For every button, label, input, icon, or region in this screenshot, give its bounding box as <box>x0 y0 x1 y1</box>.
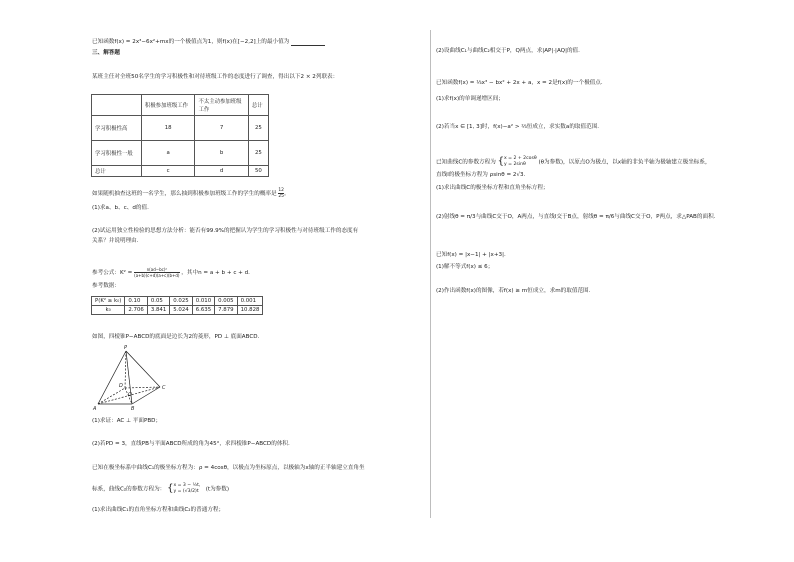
table-cell: a <box>141 141 195 166</box>
curve-intro: 已知曲线C的参数方程为 { x = 2 + 2cosθ y = 2sinθ (θ为参数)，以原点O为极点，以x轴的非负半轴为极轴建立极坐标系， <box>436 156 711 167</box>
function-question-2: (2)若当x ∈ [1, 3]时，f(x)−a² > ⅔恒成立，求实数a的取值范围. <box>436 124 600 130</box>
table-cell: 0.025 <box>170 297 192 306</box>
vertex-label: A <box>93 406 97 412</box>
table-cell: 18 <box>141 116 195 141</box>
table-row <box>92 141 269 166</box>
column-divider <box>430 30 431 518</box>
reference-data-label: 参考数据： <box>92 283 120 289</box>
table-cell: 0.001 <box>237 297 263 306</box>
survey-intro: 某班主任对全班50名学生的学习积极性和对待班级工作的态度进行了调查，得出以下2 × 2列联表： <box>92 74 339 80</box>
pyramid-question-1: (1)求证：AC ⊥ 平面PBD； <box>92 418 162 424</box>
curve-question-1: (1)求出曲线C的极坐标方程和直角坐标方程； <box>436 185 549 191</box>
table-cell: 0.005 <box>215 297 237 306</box>
polar-question-1: (1)求出曲线C₁的直角坐标方程和曲线C₂的普通方程； <box>92 507 225 513</box>
table-cell: k₀ <box>92 306 125 315</box>
polar-param-equation: 标系，曲线C₂的参数方程为： { x = 3 − ½t, y = (√3/2)t (t为参数) <box>92 483 230 494</box>
table-cell: 学习积极性高 <box>92 116 142 141</box>
table-cell: 学习积极性一般 <box>92 141 142 166</box>
table-cell: 3.841 <box>147 306 169 315</box>
table-cell: 总计 <box>248 95 268 116</box>
formula-fraction: $\frac{\text{n(ad−bc)²}}{(a+b)(c+d)(a+c)(b+d)}$ <box>134 267 180 278</box>
table-cell: 0.010 <box>192 297 214 306</box>
table-cell: 7.879 <box>215 306 237 315</box>
table-cell: 2.706 <box>125 306 147 315</box>
question-1-part-1: (1)求a、b、c、d的值. <box>92 205 149 211</box>
function-intro: 已知函数f(x) = ⅓x³ − bx² + 2x + a，x = 2是f(x)的一个极值点. <box>436 80 603 86</box>
line-equation: 直线l的极坐标方程为 ρsinθ = 2√3. <box>436 172 526 178</box>
table-cell: 5.024 <box>170 306 192 315</box>
edge-pd <box>125 351 126 388</box>
pyramid-question-2: (2)若PD = 3，直线PB与平面ABCD所成的角为45°，求四棱锥P−ABCD的体积. <box>92 441 290 447</box>
table-row <box>92 95 269 116</box>
probability-statement: 如果随机抽查这班的一名学生，那么抽到积极参加班级工作的学生的概率是 $\frac{12}{25}$ 。 <box>92 188 290 199</box>
table-row <box>92 297 263 306</box>
table-cell: 50 <box>248 166 268 177</box>
vertex-label: P <box>124 345 128 351</box>
table-cell: d <box>195 166 248 177</box>
pyramid-figure <box>90 344 170 412</box>
contingency-table <box>91 94 269 177</box>
table-row <box>92 306 263 315</box>
edge-bc <box>132 387 160 404</box>
vertex-label: D <box>119 383 123 389</box>
curve-question-2: (2)射线θ = π/3与曲线C交于O，A两点，与直线l交于B点，射线θ = π/6与曲线C交于O，P两点，求△PAB的面积. <box>436 214 716 220</box>
equation-system: x = 2 + 2cosθ y = 2sinθ <box>504 156 537 167</box>
edge-pc <box>126 351 160 387</box>
vertex-label: B <box>131 406 135 412</box>
table-row <box>92 116 269 141</box>
reference-table <box>91 296 263 315</box>
section-heading: 三、解答题 <box>92 50 120 56</box>
table-cell: 10.828 <box>237 306 263 315</box>
question-1-part-2: (2)试运用独立性检验的思想方法分析：能否有99.9%的把握认为学生的学习积极性与对待班级工作的态度有 <box>92 228 359 234</box>
table-cell: b <box>195 141 248 166</box>
table-cell: 总计 <box>92 166 142 177</box>
question-1-part-2-cont: 关系？并说明理由. <box>92 238 139 244</box>
brace: { <box>167 483 174 494</box>
abs-function-intro: 已知f(x) = |x−1| + |x+3|. <box>436 252 506 258</box>
pyramid-intro: 如图，四棱锥P−ABCD的底面是边长为2的菱形，PD ⊥ 底面ABCD. <box>92 334 260 340</box>
reference-formula: 参考公式：K² = $\frac{\text{n(ad−bc)²}}{(a+b)(c+d)(a+c)(b+d)}$ ，其中n = a + b + c + d. <box>92 267 250 278</box>
table-cell: 6.635 <box>192 306 214 315</box>
table-cell: c <box>141 166 195 177</box>
table-cell: 7 <box>195 116 248 141</box>
polar-intro: 已知在极坐标系中曲线C₁的极坐标方程为：ρ = 4cosθ，以极点为坐标原点，以极轴为x轴的正半轴建立直角坐 <box>92 465 365 471</box>
equation-system: x = 3 − ½t, y = (√3/2)t <box>173 483 201 494</box>
abs-question-1: (1)解不等式f(x) ≤ 6； <box>436 264 494 270</box>
table-cell: 25 <box>248 116 268 141</box>
abs-question-2: (2)作出函数f(x)的图像，若f(x) ≥ m恒成立，求m的取值范围. <box>436 288 591 294</box>
function-question-1: (1)求f(x)的单调递增区间； <box>436 96 504 102</box>
answer-blank <box>291 40 325 46</box>
probability-fraction: $\frac{12}{25}$ <box>278 188 284 199</box>
vertex-label: C <box>162 385 166 391</box>
table-cell: 0.10 <box>125 297 147 306</box>
table-cell: P(K² ≥ k₀) <box>92 297 125 306</box>
table-cell: 积极参加班级工作 <box>141 95 195 116</box>
polar-question-2: (2)设曲线C₁与曲线C₂相交于P，Q两点，求|AP|·|AQ|的值. <box>436 48 580 54</box>
brace: { <box>497 156 504 167</box>
fill-blank-question: 已知函数f(x) = 2x³−6x²+mx的一个极值点为1，则f(x)在[−2,2]上的最小值为 <box>92 39 325 46</box>
table-row <box>92 166 269 177</box>
vertex-label: O <box>128 392 132 398</box>
table-cell: 0.05 <box>147 297 169 306</box>
table-cell <box>92 95 142 116</box>
edge-pa <box>98 351 126 404</box>
table-cell: 不太主动参加班级工作 <box>195 95 248 116</box>
table-cell: 25 <box>248 141 268 166</box>
